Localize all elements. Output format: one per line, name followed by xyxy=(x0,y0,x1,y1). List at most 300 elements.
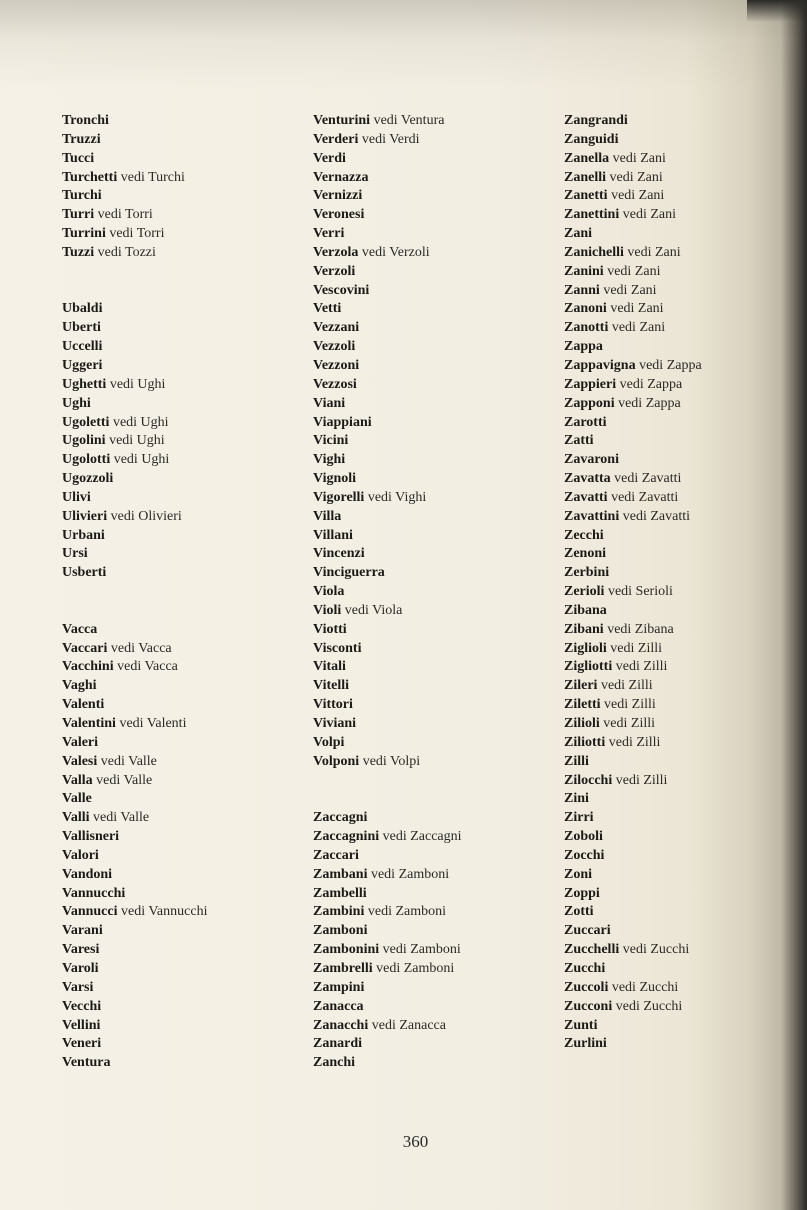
surname: Vezzoni xyxy=(313,357,360,373)
scan-corner-shadow xyxy=(747,0,807,22)
index-entry xyxy=(313,282,553,301)
surname: Zambini xyxy=(313,904,365,920)
cross-reference: vedi Zucchi xyxy=(622,942,690,958)
index-entry xyxy=(313,451,553,470)
index-entry xyxy=(564,545,784,564)
index-entry xyxy=(313,998,553,1017)
surname: Zileri xyxy=(564,678,598,694)
surname: Visconti xyxy=(313,640,362,656)
book-spine-shadow xyxy=(781,0,807,1210)
surname: Zuccari xyxy=(564,923,611,939)
cross-reference: vedi Zamboni xyxy=(376,960,455,976)
surname: Vernazza xyxy=(313,169,369,185)
index-entry xyxy=(313,169,553,188)
index-entry xyxy=(564,941,784,960)
cross-reference: vedi Torri xyxy=(109,226,165,242)
surname: Zanotti xyxy=(564,320,609,336)
index-entry xyxy=(564,300,784,319)
surname: Valeri xyxy=(62,734,99,750)
surname: Verzoli xyxy=(313,263,356,279)
surname: Zanguidi xyxy=(564,131,619,147)
surname: Vaccari xyxy=(62,640,108,656)
index-entry xyxy=(564,602,784,621)
index-entry xyxy=(564,640,784,659)
index-entry xyxy=(564,772,784,791)
surname: Verri xyxy=(313,226,345,242)
surname: Vaghi xyxy=(62,678,97,694)
cross-reference: vedi Torri xyxy=(97,207,153,223)
index-entry xyxy=(564,225,784,244)
index-entry xyxy=(564,395,784,414)
surname: Uberti xyxy=(62,320,101,336)
cross-reference: vedi Verdi xyxy=(361,131,420,147)
index-entry xyxy=(564,828,784,847)
index-entry xyxy=(313,564,553,583)
surname: Zavatti xyxy=(564,489,608,505)
index-column-1 xyxy=(62,112,302,1073)
surname: Vezzosi xyxy=(313,376,357,392)
index-entry xyxy=(313,1035,553,1054)
index-entry xyxy=(564,998,784,1017)
index-entry xyxy=(313,357,553,376)
surname: Zanacchi xyxy=(313,1017,369,1033)
index-entry xyxy=(313,545,553,564)
surname: Zurlini xyxy=(564,1036,607,1052)
index-entry xyxy=(62,790,302,809)
surname: Vitali xyxy=(313,659,346,675)
surname: Vallisneri xyxy=(62,829,120,845)
cross-reference: vedi Ughi xyxy=(109,376,166,392)
surname: Vezzoli xyxy=(313,339,356,355)
letter-group-gap xyxy=(62,583,302,621)
surname: Ubaldi xyxy=(62,301,103,317)
surname: Vicini xyxy=(313,433,349,449)
index-entry xyxy=(564,357,784,376)
index-entry xyxy=(313,338,553,357)
surname: Zani xyxy=(564,226,593,242)
index-entry xyxy=(62,527,302,546)
surname: Valle xyxy=(62,791,92,807)
index-entry xyxy=(62,903,302,922)
index-entry xyxy=(62,451,302,470)
index-entry xyxy=(62,960,302,979)
index-entry xyxy=(313,395,553,414)
index-entry xyxy=(313,244,553,263)
surname: Vacchini xyxy=(62,659,114,675)
index-entry xyxy=(564,319,784,338)
surname: Ziglioli xyxy=(564,640,607,656)
index-entry xyxy=(62,885,302,904)
index-entry xyxy=(564,187,784,206)
surname: Zanichelli xyxy=(564,244,624,260)
cross-reference: vedi Ughi xyxy=(113,452,170,468)
surname: Vignoli xyxy=(313,471,357,487)
index-entry xyxy=(564,451,784,470)
letter-group-gap xyxy=(62,263,302,301)
surname: Turchi xyxy=(62,188,102,204)
index-entry xyxy=(62,131,302,150)
surname: Zamboni xyxy=(313,923,368,939)
cross-reference: vedi Ventura xyxy=(373,113,445,128)
index-entry xyxy=(564,414,784,433)
cross-reference: vedi Vighi xyxy=(367,489,427,505)
surname: Verdi xyxy=(313,150,346,166)
index-entry xyxy=(62,225,302,244)
surname: Valesi xyxy=(62,753,98,769)
index-entry xyxy=(564,847,784,866)
index-entry xyxy=(313,922,553,941)
index-entry xyxy=(62,866,302,885)
index-entry xyxy=(62,319,302,338)
surname: Zigliotti xyxy=(564,659,613,675)
cross-reference: vedi Zani xyxy=(612,150,666,166)
index-entry xyxy=(313,602,553,621)
index-entry xyxy=(564,338,784,357)
cross-reference: vedi Zappa xyxy=(618,395,681,411)
surname: Varesi xyxy=(62,942,100,958)
index-entry xyxy=(564,658,784,677)
cross-reference: vedi Zaccagni xyxy=(382,829,462,845)
surname: Zanchi xyxy=(313,1055,356,1071)
index-entry xyxy=(313,414,553,433)
surname: Volponi xyxy=(313,753,360,769)
index-entry xyxy=(564,922,784,941)
cross-reference: vedi Zilli xyxy=(600,678,653,694)
surname: Zavatta xyxy=(564,471,611,487)
surname: Zarotti xyxy=(564,414,607,430)
surname: Varani xyxy=(62,923,103,939)
cross-reference: vedi Zilli xyxy=(603,716,656,731)
index-entry xyxy=(564,790,784,809)
surname: Vandoni xyxy=(62,866,113,882)
index-entry xyxy=(564,169,784,188)
index-entry xyxy=(62,395,302,414)
index-entry xyxy=(564,1017,784,1036)
surname: Zucchelli xyxy=(564,942,620,958)
surname: Tuzzi xyxy=(62,244,95,260)
index-entry xyxy=(564,470,784,489)
index-entry xyxy=(313,696,553,715)
index-entry xyxy=(564,527,784,546)
index-entry xyxy=(62,658,302,677)
surname: Zini xyxy=(564,791,589,807)
index-entry xyxy=(62,1054,302,1073)
surname: Verzola xyxy=(313,244,359,260)
surname: Zavattini xyxy=(564,508,620,524)
index-entry xyxy=(62,564,302,583)
surname: Vighi xyxy=(313,452,346,468)
surname: Ugolini xyxy=(62,433,106,449)
surname: Zibana xyxy=(564,602,607,618)
surname: Zanni xyxy=(564,282,600,298)
index-entry xyxy=(62,357,302,376)
index-entry xyxy=(313,903,553,922)
index-entry xyxy=(313,263,553,282)
surname: Verderi xyxy=(313,131,359,147)
cross-reference: vedi Viola xyxy=(344,602,403,618)
index-entry xyxy=(62,847,302,866)
surname: Volpi xyxy=(313,734,345,750)
index-entry xyxy=(564,244,784,263)
surname: Zanoni xyxy=(564,301,607,317)
surname: Zoni xyxy=(564,866,593,882)
surname: Valori xyxy=(62,847,99,863)
cross-reference: vedi Zucchi xyxy=(615,998,683,1014)
cross-reference: vedi Vacca xyxy=(117,659,178,675)
index-entry xyxy=(564,734,784,753)
surname: Ventura xyxy=(62,1055,111,1071)
surname: Vacca xyxy=(62,621,98,637)
surname: Zoppi xyxy=(564,885,600,901)
surname: Veronesi xyxy=(313,207,365,223)
cross-reference: vedi Zappa xyxy=(619,376,683,392)
surname: Ugozzoli xyxy=(62,471,114,487)
surname: Zappavigna xyxy=(564,357,636,373)
index-entry xyxy=(62,677,302,696)
index-entry xyxy=(313,640,553,659)
surname: Zilli xyxy=(564,753,589,769)
index-entry xyxy=(62,112,302,131)
surname: Usberti xyxy=(62,565,107,581)
index-entry xyxy=(564,866,784,885)
index-entry xyxy=(564,564,784,583)
index-entry xyxy=(564,809,784,828)
surname: Zibani xyxy=(564,621,604,637)
cross-reference: vedi Valle xyxy=(96,772,153,788)
surname: Zucchi xyxy=(564,960,606,976)
index-entry xyxy=(313,432,553,451)
index-entry xyxy=(62,809,302,828)
surname: Turchetti xyxy=(62,169,118,185)
index-entry xyxy=(62,772,302,791)
index-entry xyxy=(313,960,553,979)
cross-reference: vedi Volpi xyxy=(362,753,421,769)
index-entry xyxy=(313,866,553,885)
surname: Vescovini xyxy=(313,282,370,298)
surname: Ulivieri xyxy=(62,508,108,524)
index-entry xyxy=(62,828,302,847)
index-entry xyxy=(62,432,302,451)
surname: Zambani xyxy=(313,866,368,882)
surname: Zambelli xyxy=(313,885,367,901)
index-entry xyxy=(564,432,784,451)
index-entry xyxy=(313,187,553,206)
index-entry xyxy=(62,715,302,734)
surname: Zavaroni xyxy=(564,452,619,468)
surname: Varoli xyxy=(62,960,99,976)
index-entry xyxy=(313,112,553,131)
index-entry xyxy=(313,583,553,602)
surname: Zenoni xyxy=(564,546,607,562)
surname: Viola xyxy=(313,584,345,600)
index-entry xyxy=(564,131,784,150)
cross-reference: vedi Valenti xyxy=(119,716,187,731)
index-entry xyxy=(62,169,302,188)
index-entry xyxy=(313,677,553,696)
index-entry xyxy=(313,734,553,753)
surname: Vecchi xyxy=(62,998,102,1014)
surname: Ughetti xyxy=(62,376,107,392)
cross-reference: vedi Vannucchi xyxy=(121,904,208,920)
cross-reference: vedi Zavatti xyxy=(614,471,682,487)
cross-reference: vedi Zilli xyxy=(610,640,663,656)
cross-reference: vedi Tozzi xyxy=(97,244,156,260)
cross-reference: vedi Zilli xyxy=(615,772,668,788)
index-entry xyxy=(313,979,553,998)
cross-reference: vedi Zani xyxy=(609,169,663,185)
index-entry xyxy=(62,941,302,960)
surname: Valla xyxy=(62,772,93,788)
cross-reference: vedi Valle xyxy=(100,753,157,769)
cross-reference: vedi Zavatti xyxy=(622,508,690,524)
cross-reference: vedi Verzoli xyxy=(361,244,430,260)
index-entry xyxy=(313,527,553,546)
cross-reference: vedi Ughi xyxy=(109,433,165,449)
index-entry xyxy=(313,206,553,225)
surname: Valenti xyxy=(62,697,105,713)
surname: Zatti xyxy=(564,433,594,449)
surname: Truzzi xyxy=(62,131,101,147)
index-entry xyxy=(564,677,784,696)
index-entry xyxy=(62,414,302,433)
index-entry xyxy=(62,998,302,1017)
page-number: 360 xyxy=(402,1132,429,1151)
surname: Zappa xyxy=(564,339,603,355)
cross-reference: vedi Zappa xyxy=(639,357,702,373)
cross-reference: vedi Valle xyxy=(93,810,150,826)
index-entry xyxy=(564,112,784,131)
cross-reference: vedi Zamboni xyxy=(370,866,450,882)
index-entry xyxy=(62,244,302,263)
index-entry xyxy=(564,206,784,225)
surname: Vittori xyxy=(313,697,353,713)
cross-reference: vedi Zani xyxy=(627,244,681,260)
surname: Viotti xyxy=(313,621,347,637)
index-entry xyxy=(313,828,553,847)
index-entry xyxy=(564,508,784,527)
index-entry xyxy=(62,489,302,508)
index-column-2 xyxy=(313,112,553,1073)
index-entry xyxy=(564,263,784,282)
surname: Zampini xyxy=(313,979,365,995)
surname: Vigorelli xyxy=(313,489,365,505)
surname: Vitelli xyxy=(313,678,350,694)
index-entry xyxy=(62,696,302,715)
surname: Zerbini xyxy=(564,565,610,581)
surname: Vetti xyxy=(313,301,342,317)
cross-reference: vedi Olivieri xyxy=(110,508,182,524)
cross-reference: vedi Zilli xyxy=(608,734,661,750)
surname: Vezzani xyxy=(313,320,360,336)
index-entry xyxy=(564,753,784,772)
surname: Uggeri xyxy=(62,357,103,373)
surname: Villa xyxy=(313,508,342,524)
surname: Zuccoli xyxy=(564,979,609,995)
index-entry xyxy=(564,150,784,169)
index-entry xyxy=(313,319,553,338)
index-entry xyxy=(313,753,553,772)
surname: Zoboli xyxy=(564,829,603,845)
surname: Varsi xyxy=(62,979,94,995)
index-entry xyxy=(564,489,784,508)
surname: Ulivi xyxy=(62,489,91,505)
surname: Zambonini xyxy=(313,942,380,958)
index-entry xyxy=(62,508,302,527)
surname: Zunti xyxy=(564,1017,598,1033)
index-entry xyxy=(313,376,553,395)
index-entry xyxy=(313,715,553,734)
index-entry xyxy=(313,508,553,527)
surname: Zanella xyxy=(564,150,610,166)
surname: Violi xyxy=(313,602,342,618)
surname: Zambrelli xyxy=(313,960,373,976)
cross-reference: vedi Serioli xyxy=(607,584,673,600)
surname: Zilocchi xyxy=(564,772,613,788)
index-entry xyxy=(313,300,553,319)
index-entry xyxy=(62,621,302,640)
surname: Zaccagnini xyxy=(313,829,380,845)
surname: Viviani xyxy=(313,716,357,731)
index-entry xyxy=(564,621,784,640)
surname: Zappieri xyxy=(564,376,617,392)
index-entry xyxy=(313,809,553,828)
surname: Ziletti xyxy=(564,697,601,713)
index-entry xyxy=(62,545,302,564)
surname: Zanetti xyxy=(564,188,608,204)
cross-reference: vedi Zavatti xyxy=(611,489,679,505)
surname: Zaccari xyxy=(313,847,359,863)
surname: Zilioli xyxy=(564,716,600,731)
index-entry xyxy=(313,150,553,169)
index-entry xyxy=(564,583,784,602)
cross-reference: vedi Zani xyxy=(611,320,666,336)
index-entry xyxy=(564,885,784,904)
cross-reference: vedi Zilli xyxy=(615,659,668,675)
cross-reference: vedi Turchi xyxy=(120,169,185,185)
surname: Vernizzi xyxy=(313,188,363,204)
surname: Ughi xyxy=(62,395,91,411)
surname: Valli xyxy=(62,810,90,826)
surname: Ugolotti xyxy=(62,452,111,468)
cross-reference: vedi Zani xyxy=(603,282,657,298)
index-entry xyxy=(313,225,553,244)
cross-reference: vedi Vacca xyxy=(110,640,172,656)
surname: Tronchi xyxy=(62,113,109,128)
surname: Vinciguerra xyxy=(313,565,385,581)
surname: Zanacca xyxy=(313,998,364,1014)
cross-reference: vedi Zibana xyxy=(607,621,674,637)
surname: Zocchi xyxy=(564,847,605,863)
cross-reference: vedi Zani xyxy=(607,263,661,279)
surname: Villani xyxy=(313,527,353,543)
cross-reference: vedi Zani xyxy=(611,188,665,204)
index-entry xyxy=(62,1035,302,1054)
index-entry xyxy=(62,338,302,357)
index-entry xyxy=(564,282,784,301)
index-entry xyxy=(313,1054,553,1073)
surname: Zanardi xyxy=(313,1036,363,1052)
surname: Uccelli xyxy=(62,339,103,355)
index-entry xyxy=(62,753,302,772)
surname: Viappiani xyxy=(313,414,372,430)
index-entry xyxy=(564,903,784,922)
index-entry xyxy=(313,1017,553,1036)
surname: Ugoletti xyxy=(62,414,110,430)
surname: Zirri xyxy=(564,810,594,826)
index-entry xyxy=(62,187,302,206)
cross-reference: vedi Zilli xyxy=(604,697,656,713)
cross-reference: vedi Zamboni xyxy=(382,942,461,958)
